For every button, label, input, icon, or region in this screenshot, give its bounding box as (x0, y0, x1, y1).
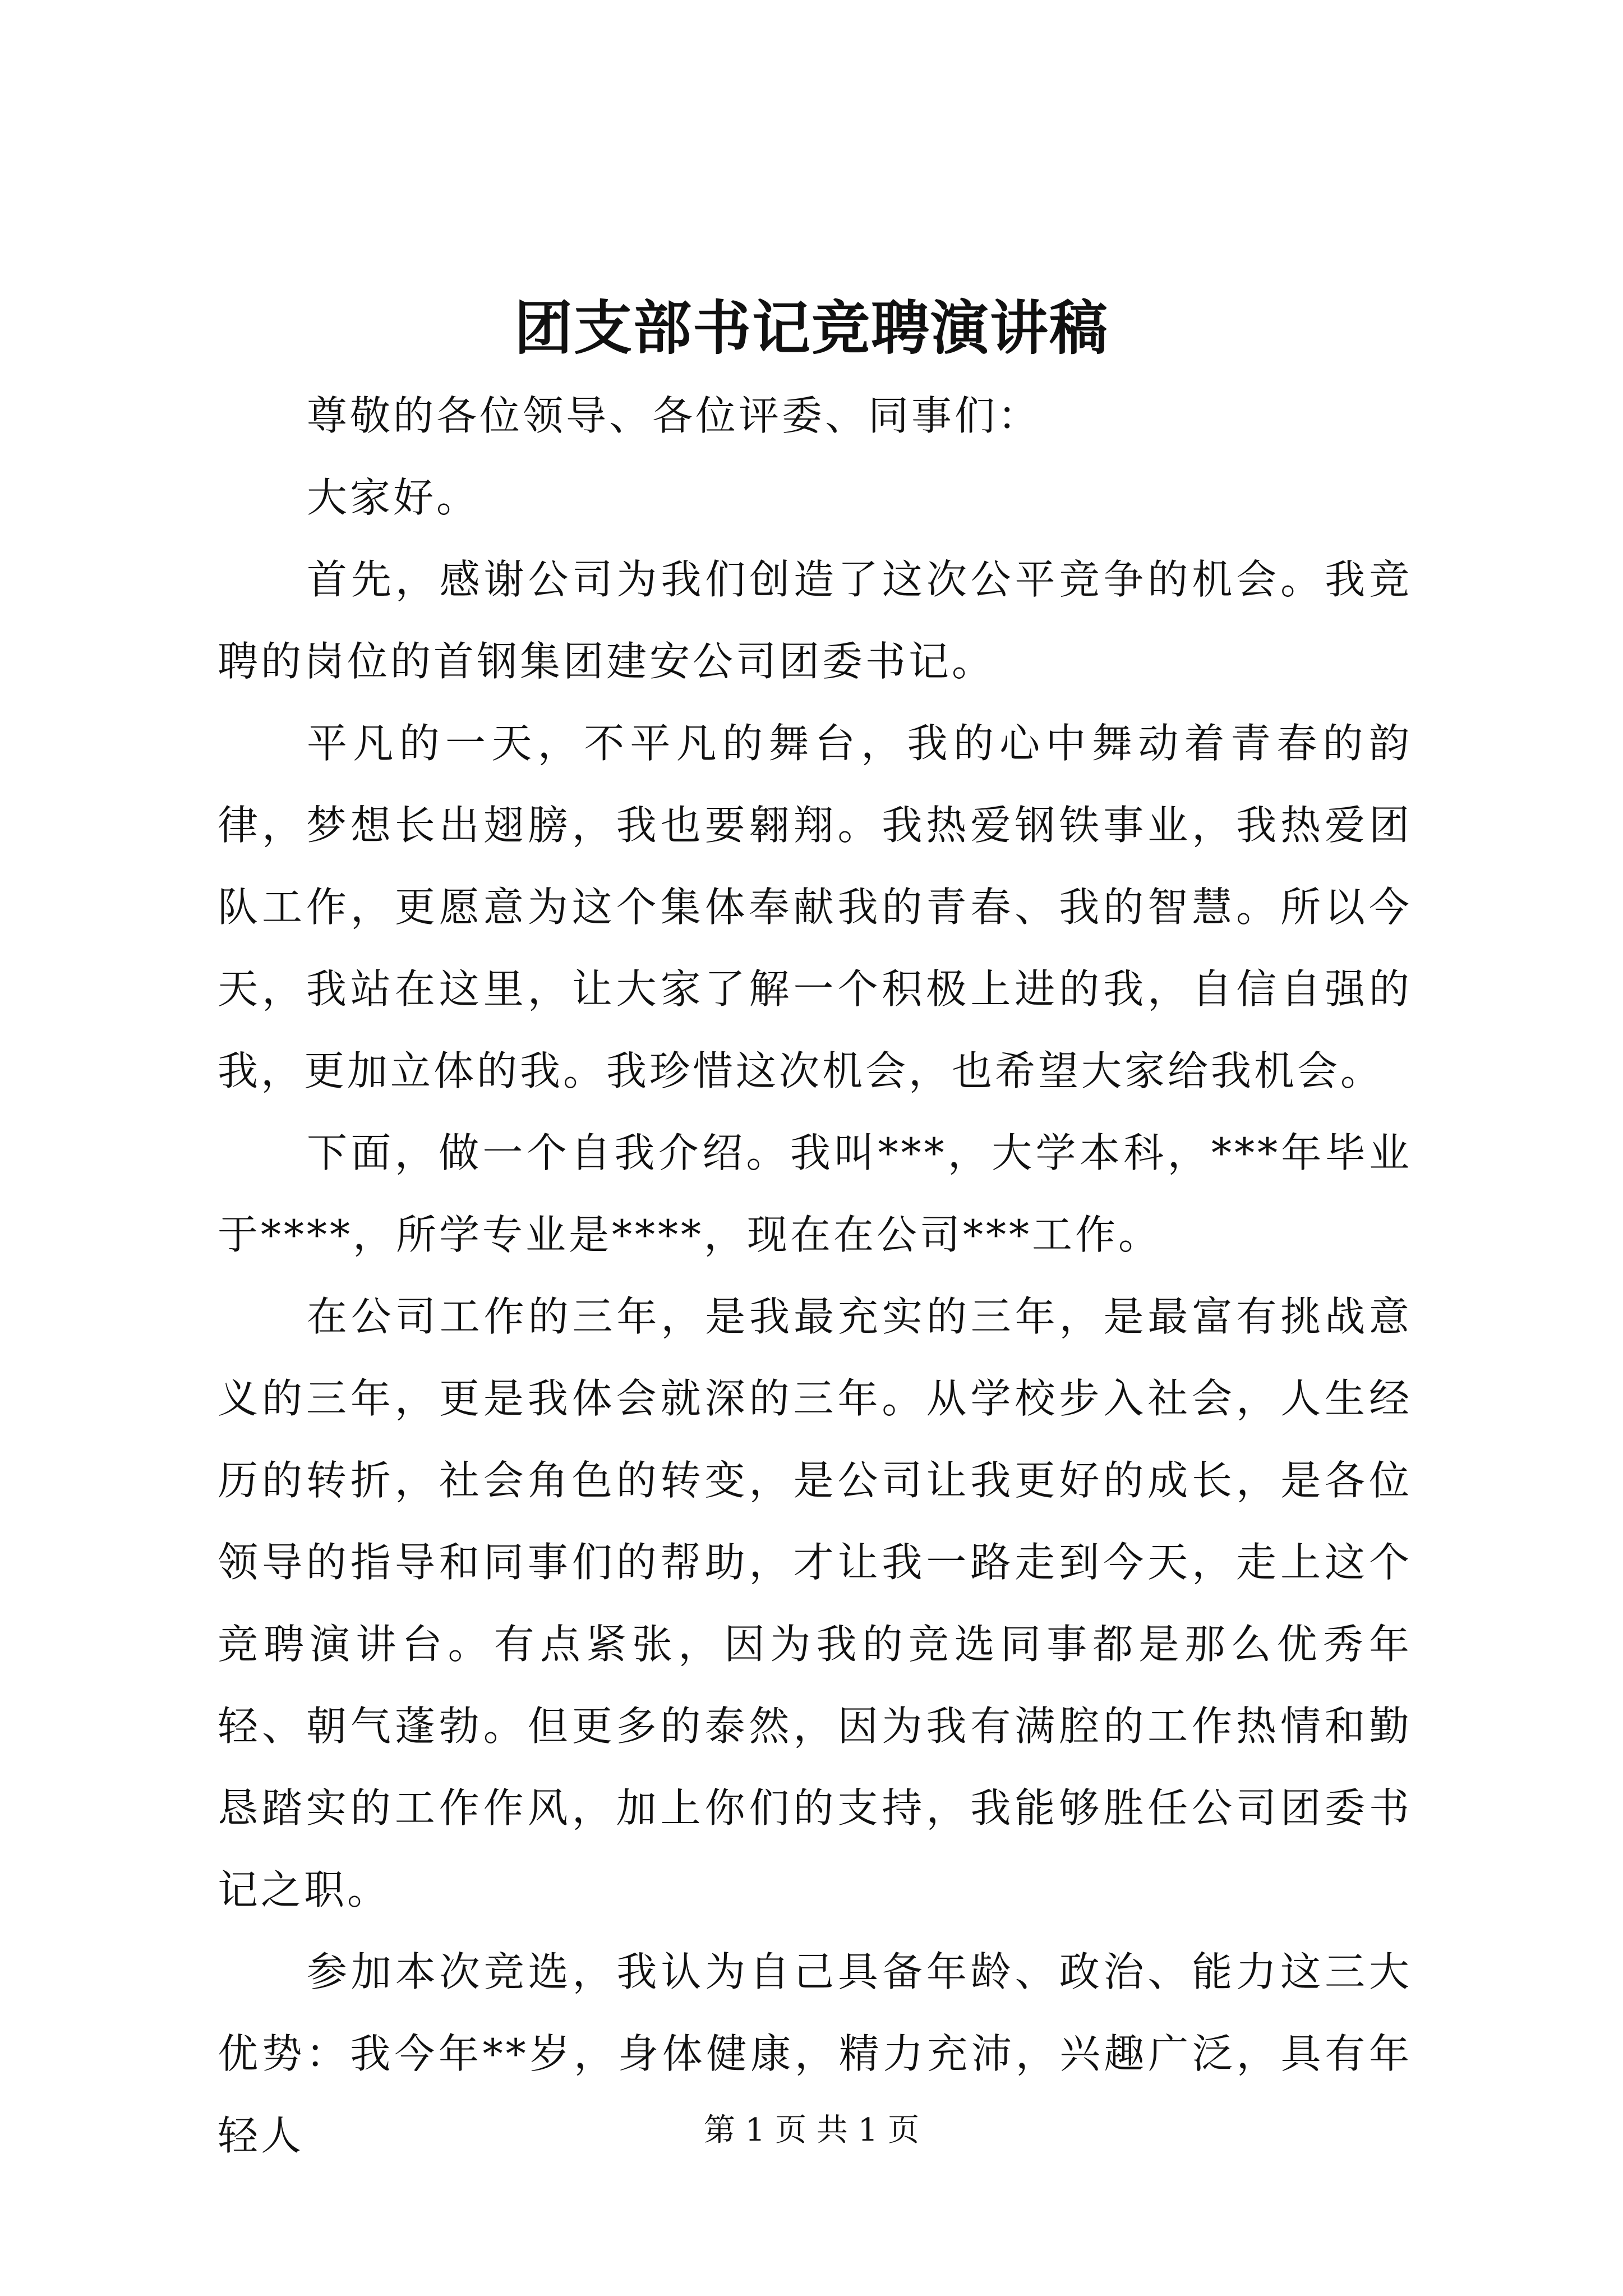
paragraph-intro: 首先，感谢公司为我们创造了这次公平竞争的机会。我竞聘的岗位的首钢集团建安公司团委书记。 (218, 556, 1412, 685)
paragraph-salutation: 尊敬的各位领导、各位评委、同事们： (307, 392, 1041, 439)
page-footer: 第 1 页 共 1 页 (703, 2112, 920, 2148)
paragraph-advantages: 参加本次竞选，我认为自己具备年龄、政治、能力这三大优势：我今年**岁，身体健康，精力充沛，兴趣广泛，具有年轻人 (218, 1948, 1412, 2159)
document-title: 团支部书记竞聘演讲稿 (514, 293, 1109, 362)
paragraph-greeting: 大家好。 (307, 474, 480, 521)
document-body (218, 375, 1412, 2177)
paragraph-self-introduction: 下面，做一个自我介绍。我叫***，大学本科，***年毕业于****，所学专业是****，现在在公司***工作。 (218, 1129, 1412, 1258)
paragraph-aspiration: 平凡的一天，不平凡的舞台，我的心中舞动着青春的韵律，梦想长出翅膀，我也要翱翔。我热爱钢铁事业，我热爱团队工作，更愿意为这个集体奉献我的青春、我的智慧。所以今天，我站在这里，让大家了解一个积极上进的我，自信自强的我，更加立体的我。我珍惜这次机会，也希望大家给我机会。 (218, 720, 1412, 1094)
paragraph-experience: 在公司工作的三年，是我最充实的三年，是最富有挑战意义的三年，更是我体会就深的三年。从学校步入社会，人生经历的转折，社会角色的转变，是公司让我更好的成长，是各位领导的指导和同事们的帮助，才让我一路走到今天，走上这个竞聘演讲台。有点紧张，因为我的竞选同事都是那么优秀年轻、朝气蓬勃。但更多的泰然，因为我有满腔的工作热情和勤恳踏实的工作作风，加上你们的支持，我能够胜任公司团委书记之职。 (218, 1293, 1412, 1913)
